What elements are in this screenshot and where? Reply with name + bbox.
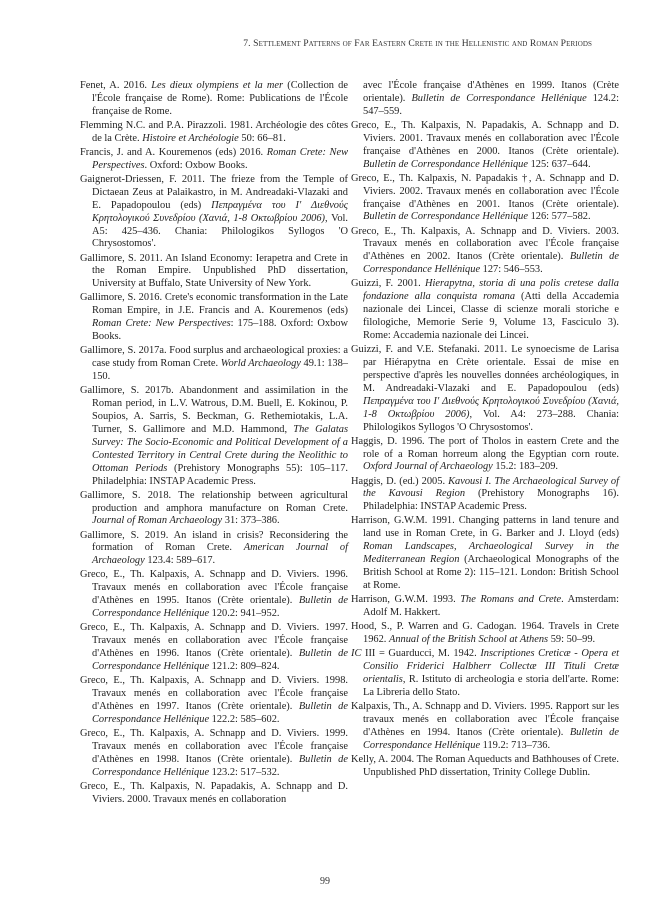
reference-text: Greco, E., Th. Kalpaxis, N. Papadakis, A. Schnapp and D. Viviers. 2000. Travaux menés en collaboration	[80, 780, 348, 805]
reference-entry	[80, 80, 348, 119]
reference-entry	[80, 174, 348, 251]
reference-title: Kavousi I. The Archaeological Survey of the Kavousi Region	[363, 475, 620, 500]
reference-text: 119.2: 713–736.	[480, 739, 551, 751]
reference-text: Gaignerot-Driessen, F. 2011. The frieze from the Temple of Dictaean Zeus at Palaikastro, in M. Andreadaki-Vlazaki and E. Papadopoulou (eds)	[80, 173, 348, 211]
reference-text: 126: 577–582.	[527, 211, 591, 223]
reference-text: Kalpaxis, Th., A. Schnapp and D. Viviers. 1995. Rapport sur les travaux menés en collaboration avec l'École française d'Athènes en 1994. Itanos (Crète orientale).	[351, 700, 619, 738]
reference-text: Greco, E., Th. Kalpaxis, A. Schnapp and D. Viviers. 1998. Travaux menés en collaboration avec l'École française d'Athènes en 1997. Itanos (Crète orientale).	[80, 675, 348, 712]
reference-text: (Archaeological Monographs of the British School at Rome 2): 115–121. London: British School at Rome.	[363, 554, 619, 591]
reference-text: 15.2: 183–209.	[492, 461, 558, 473]
reference-text: 125: 637–644.	[527, 158, 591, 170]
reference-entry	[80, 569, 348, 621]
reference-text: Greco, E., Th. Kalpaxis, A. Schnapp and D. Viviers. 2003. Travaux menés en collaboration avec l'École française d'Athènes en 2002. Itanos (Crète orientale).	[351, 225, 619, 263]
references-column-right	[351, 80, 619, 781]
reference-entry	[351, 476, 619, 515]
reference-text: (Atti della Accademia nazionale dei Lincei, Classe di scienze morali storiche e filologiche, Memorie Serie 9, Volume 13, Fasciculo 3). Rome: Accademia nazionale dei Lincei.	[363, 291, 619, 341]
reference-entry	[80, 292, 348, 344]
reference-entry	[351, 621, 619, 647]
reference-entry	[351, 515, 619, 592]
reference-title: Journal of Roman Archaeology	[92, 515, 223, 527]
reference-text: (Prehistory Monographs 55): 105–117. Philadelphia: INSTAP Academic Press.	[92, 462, 348, 487]
reference-text: , Vol. A4: 273–288. Chania: Philologikos Syllogos 'O Chrysostomos'.	[363, 408, 619, 433]
reference-title: Inscriptiones Creticæ - Opera et Consilio Friderici Halbherr Collectæ III Tituli Cretæ orientalis	[363, 648, 619, 685]
reference-text: Harrison, G.W.M. 1991. Changing patterns in land tenure and land use in Roman Crete, in G. Barker and J. Lloyd (eds)	[351, 515, 619, 540]
reference-text: 120.2: 941–952.	[209, 608, 280, 620]
reference-title: Bulletin de Correspondance Hellénique	[92, 753, 348, 778]
reference-title: Bulletin de Correspondance Hellénique	[363, 158, 528, 170]
reference-text: . Amsterdam: Adolf M. Hakkert.	[363, 594, 619, 618]
reference-text: Haggis, D. (ed.) 2005.	[351, 475, 449, 487]
reference-text: 50: 66–81.	[238, 132, 286, 144]
reference-text: 123.2: 517–532.	[209, 766, 280, 778]
reference-text: Gallimore, S. 2016. Crete's economic transformation in the Late Roman Empire, in J.E. Francis and A. Kouremenos (eds)	[80, 292, 348, 317]
reference-text: Francis, J. and A. Kouremenos (eds) 2016.	[80, 146, 267, 158]
reference-text: , R. Istituto di archeologia e storia dell'arte. Rome: La Libreria dello Stato.	[363, 673, 619, 698]
reference-text: Flemming N.C. and P.A. Pirazzoli. 1981. Archéologie des côtes de la Crète.	[80, 119, 348, 144]
reference-entry	[351, 344, 619, 434]
reference-title: Πεπραγμένα του Ι' Διεθνούς Κρητολογικού Συνεδρίου (Χανιά, 1-8 Οκτωβρίου 2006)	[363, 395, 619, 420]
reference-text: III = Guarducci, M. 1942.	[361, 648, 481, 660]
reference-text: Greco, E., Th. Kalpaxis, N. Papadakis, A. Schnapp and D. Viviers. 2001. Travaux menés en collaboration avec l'École française d'Athènes en 2000. Itanos (Crète orientale).	[351, 119, 619, 157]
reference-entry	[80, 728, 348, 780]
reference-text: 49.1: 138–150.	[92, 358, 348, 383]
reference-entry	[80, 120, 348, 146]
reference-text: Gallimore, S. 2019. An island in crisis? Reconsidering the formation of Roman Crete.	[80, 529, 348, 554]
reference-entry	[80, 675, 348, 727]
reference-title: Roman Landscapes, Archaeological Survey in the Mediterranean Region	[363, 541, 619, 566]
reference-text: 124.2: 547–559.	[363, 92, 619, 117]
reference-title: Bulletin de Correspondance Hellénique	[92, 648, 348, 672]
reference-title: Roman Crete: New Perspectives	[92, 318, 231, 330]
reference-entry	[351, 701, 619, 753]
reference-text: 31: 373–386.	[222, 515, 280, 527]
reference-title: Bulletin de Correspondance Hellénique	[363, 251, 619, 276]
reference-title: Bulletin de Correspondance Hellénique	[363, 211, 528, 223]
reference-text: Haggis, D. 1996. The port of Tholos in eastern Crete and the role of a Roman horreum along the Egyptian corn route.	[351, 435, 619, 460]
reference-entry	[351, 594, 619, 620]
reference-entry	[351, 226, 619, 278]
reference-text: 127: 546–553.	[480, 264, 543, 276]
reference-text: Hood, S., P. Warren and G. Cadogan. 1964. Travels in Crete 1962.	[351, 621, 619, 645]
reference-entry	[351, 120, 619, 172]
reference-entry	[80, 345, 348, 384]
reference-text: Gallimore, S. 2011. An Island Economy: Ierapetra and Crete in the Roman Empire. Unpublished PhD dissertation, University at Buffalo, State University of New York.	[80, 252, 348, 290]
reference-entry	[351, 648, 619, 700]
reference-text: Greco, E., Th. Kalpaxis, A. Schnapp and D. Viviers. 1999. Travaux menés en collaboration avec l'École française d'Athènes en 1998. Itanos (Crète orientale).	[80, 727, 348, 765]
reference-text: 122.2: 585–602.	[209, 713, 280, 725]
reference-text: (Prehistory Monographs 16). Philadelphia: INSTAP Academic Press.	[363, 488, 619, 513]
reference-entry	[351, 278, 619, 343]
reference-title: Annual of the British School at Athens	[388, 633, 549, 645]
reference-title: Hierapytna, storia di una polis cretese dalla fondazione alla conquista romana	[363, 278, 619, 303]
reference-text: Kelly, A. 2004. The Roman Aqueducts and Bathhouses of Crete. Unpublished PhD dissertation, Trinity College Dublin.	[351, 753, 619, 778]
reference-title: Roman Crete: New Perspectives	[92, 146, 348, 171]
reference-text: Gallimore, S. 2017a. Food surplus and archaeological proxies: a case study from Roman Crete.	[80, 345, 348, 370]
reference-entry	[80, 530, 348, 569]
reference-text: Guizzi, F. 2001.	[351, 278, 425, 290]
reference-title: Bulletin de Correspondance Hellénique	[92, 700, 348, 725]
reference-text: Harrison, G.W.M. 1993.	[351, 594, 461, 606]
reference-text: (Collection de l'École française de Rome). Rome: Publications de l'École française de Rome.	[92, 80, 348, 117]
reference-entry	[80, 385, 348, 488]
reference-title: Bulletin de Correspondance Hellénique	[411, 92, 587, 104]
reference-text: Fenet, A. 2016.	[80, 80, 152, 91]
reference-title: The Galatas Survey: The Socio-Economic and Political Development of a Contested Territory in Central Crete during the Neolithic to Ottoman Periods	[92, 423, 349, 474]
reference-title: Les dieux olympiens et la mer	[151, 80, 284, 91]
reference-title: Histoire et Archéologie	[142, 132, 239, 144]
reference-entry	[351, 754, 619, 780]
reference-title: Bulletin de Correspondance Hellénique	[92, 595, 348, 620]
reference-text: : 175–188. Oxford: Oxbow Books.	[92, 318, 349, 343]
reference-text: Greco, E., Th. Kalpaxis, A. Schnapp and D. Viviers. 1997. Travaux menés en collaboration avec l'École française d'Athènes en 1996. Itanos (Crète orientale).	[80, 622, 348, 660]
reference-text: 59: 50–99.	[548, 633, 596, 645]
running-header: 7. Settlement Patterns of Far Eastern Crete in the Hellenistic and Roman Periods	[243, 38, 592, 49]
reference-text: avec l'École française d'Athènes en 1999. Itanos (Crète orientale).	[363, 80, 619, 104]
reference-entry	[80, 622, 348, 674]
reference-text: Guizzi, F. and V.E. Stefanaki. 2011. Le synoecisme de Larisa par Hiérapytna en Crète orientale. Essai de mise en perspective d'après les nouvelles données archéologiques, in M. Andreadaki-Vlazaki and E. Papadopoulou (eds)	[351, 344, 619, 394]
reference-entry	[80, 147, 348, 173]
reference-text: Gallimore, S. 2018. The relationship between agricultural production and amphora manufacture on Roman Crete.	[80, 489, 348, 514]
reference-entry	[80, 253, 348, 292]
reference-title: Πεπραγμένα του Ι' Διεθνούς Κρητολογικού Συνεδρίου (Χανιά, 1-8 Οκτωβρίου 2006)	[92, 199, 348, 224]
reference-text: Greco, E., Th. Kalpaxis, A. Schnapp and D. Viviers. 1996. Travaux menés en collaboration avec l'École française d'Athènes en 1995. Itanos (Crète orientale).	[80, 569, 348, 607]
reference-entry	[351, 436, 619, 475]
reference-entry	[351, 80, 619, 119]
reference-text: 121.2: 809–824.	[209, 660, 280, 672]
reference-text: Gallimore, S. 2017b. Abandonment and assimilation in the Roman period, in L.V. Watrous, D.M. Buell, E. Kokinou, P. Soupios, A. Sarris, S. Beckman, G. Rethemiotakis, L.A. Turner, S. Gallimore and M.D. Hammond,	[80, 385, 348, 435]
page-number: 99	[320, 876, 330, 887]
reference-entry	[80, 490, 348, 529]
reference-title: American Journal of Archaeology	[92, 542, 349, 567]
reference-entry	[80, 781, 348, 807]
reference-text: , Vol. A5: 425–436. Chania: Philologikos Syllogos 'O Chrysostomos'.	[92, 212, 348, 250]
reference-title: Oxford Journal of Archaeology	[363, 461, 493, 473]
reference-text: . Oxford: Oxbow Books.	[144, 159, 248, 171]
reference-title: Bulletin de Correspondance Hellénique	[363, 726, 619, 751]
reference-text: 123.4: 589–617.	[144, 555, 216, 567]
reference-entry	[351, 173, 619, 225]
reference-title: World Archaeology	[220, 358, 301, 370]
references-column-left	[80, 80, 348, 808]
reference-text: Greco, E., Th. Kalpaxis, N. Papadakis †, A. Schnapp and D. Viviers. 2002. Travaux menés en collaboration avec l'École française d'Athènes en 2001. Itanos (Crète orientale).	[351, 172, 619, 210]
reference-title: IC	[351, 648, 362, 660]
reference-title: The Romans and Crete	[460, 594, 562, 606]
